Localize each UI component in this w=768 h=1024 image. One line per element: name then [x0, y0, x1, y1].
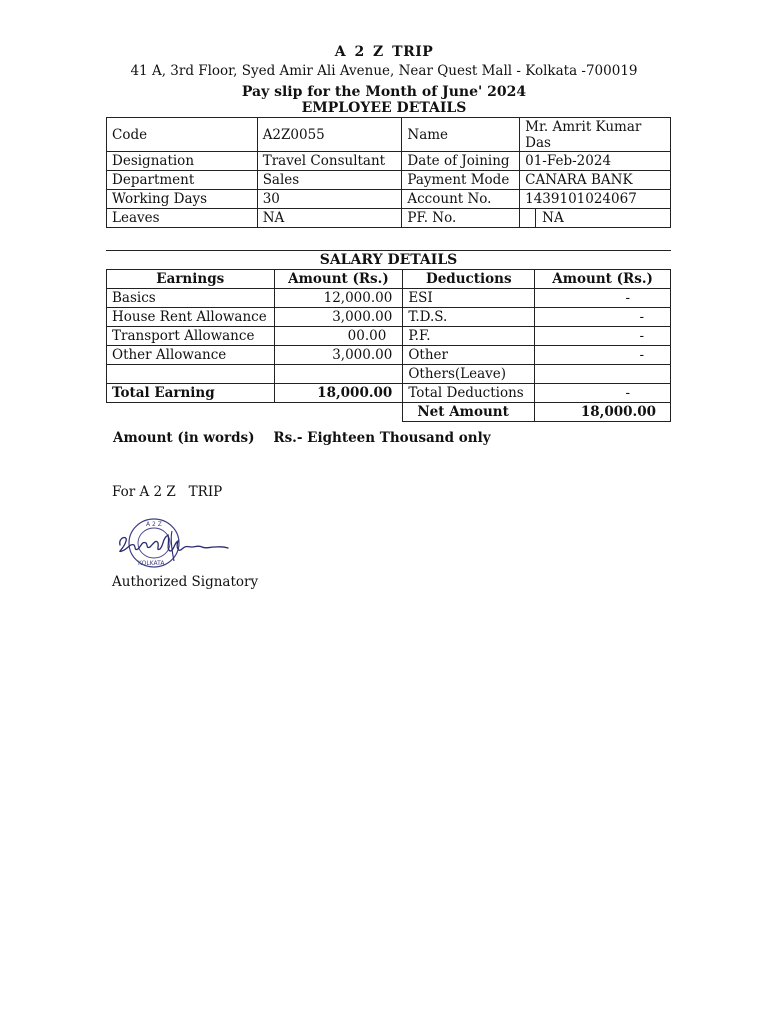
amount-in-words-label: Amount (in words) — [113, 430, 255, 446]
deduction-label: Other — [403, 346, 535, 365]
department-value: Sales — [257, 171, 402, 190]
earning-amount — [274, 365, 403, 384]
leaves-label: Leaves — [107, 209, 258, 228]
payslip-title: Pay slip for the Month of June' 2024 — [241, 84, 527, 100]
employee-details-table — [106, 117, 671, 228]
salary-details-heading: SALARY DETAILS — [319, 252, 458, 268]
company-name: A 2 Z TRIP — [334, 44, 434, 60]
table-row — [107, 289, 671, 308]
seal-top-text: A 2 Z — [146, 521, 162, 528]
amount-in-words-value: Rs.- Eighteen Thousand only — [273, 430, 491, 446]
table-row — [107, 171, 671, 190]
table-row — [107, 308, 671, 327]
deduction-amount: - — [535, 327, 671, 346]
deduction-amount: - — [535, 346, 671, 365]
earning-amount: 12,000.00 — [274, 289, 403, 308]
deduction-amount: - — [535, 308, 671, 327]
earning-label: Other Allowance — [107, 346, 275, 365]
table-header-row — [107, 270, 671, 289]
total-earning-value: 18,000.00 — [274, 384, 403, 403]
table-row — [107, 190, 671, 209]
name-value: Mr. Amrit Kumar Das — [520, 118, 671, 152]
deductions-amount-header: Amount (Rs.) — [535, 270, 671, 289]
pf-no-value: NA — [542, 210, 564, 226]
total-deductions-value: - — [535, 384, 671, 403]
deduction-label: T.D.S. — [403, 308, 535, 327]
department-label: Department — [107, 171, 258, 190]
earning-label: Transport Allowance — [107, 327, 275, 346]
for-company-line: For A 2 Z TRIP — [112, 484, 223, 500]
employee-details-heading: EMPLOYEE DETAILS — [301, 100, 467, 116]
earnings-header: Earnings — [107, 270, 275, 289]
table-row — [107, 403, 671, 422]
deduction-amount: - — [535, 289, 671, 308]
code-value: A2Z0055 — [257, 118, 402, 152]
earning-amount: 3,000.00 — [274, 346, 403, 365]
designation-value: Travel Consultant — [257, 152, 402, 171]
working-days-label: Working Days — [107, 190, 258, 209]
table-row — [107, 384, 671, 403]
net-amount-value: 18,000.00 — [535, 403, 671, 422]
amount-in-words — [113, 430, 491, 446]
net-amount-label: Net Amount — [403, 403, 535, 422]
seal-bottom-text: KOLKATA — [138, 560, 165, 567]
deduction-label: P.F. — [403, 327, 535, 346]
deduction-label: Others(Leave) — [403, 365, 535, 384]
authorized-signatory: Authorized Signatory — [112, 574, 259, 590]
salary-details-table — [106, 269, 671, 422]
deduction-amount — [535, 365, 671, 384]
designation-label: Designation — [107, 152, 258, 171]
total-earning-label: Total Earning — [107, 384, 275, 403]
signature-stroke — [120, 535, 228, 552]
empty-cell — [274, 403, 403, 422]
deductions-header: Deductions — [403, 270, 535, 289]
payment-mode-label: Payment Mode — [402, 171, 520, 190]
earnings-amount-header: Amount (Rs.) — [274, 270, 403, 289]
date-of-joining-label: Date of Joining — [402, 152, 520, 171]
earning-label — [107, 365, 275, 384]
signature-stamp-image — [112, 517, 242, 573]
table-row — [107, 346, 671, 365]
table-row — [107, 327, 671, 346]
account-no-value: 1439101024067 — [520, 190, 671, 209]
company-address: 41 A, 3rd Floor, Syed Amir Ali Avenue, Near Quest Mall - Kolkata -700019 — [130, 63, 638, 79]
account-no-label: Account No. — [402, 190, 520, 209]
earning-amount: 00.00 — [274, 327, 403, 346]
payment-mode-value: CANARA BANK — [520, 171, 671, 190]
working-days-value: 30 — [257, 190, 402, 209]
total-deductions-label: Total Deductions — [403, 384, 535, 403]
deduction-label: ESI — [403, 289, 535, 308]
pf-no-label: PF. No. — [402, 209, 520, 228]
date-of-joining-value: 01-Feb-2024 — [520, 152, 671, 171]
earning-label: Basics — [107, 289, 275, 308]
table-row — [107, 118, 671, 152]
pf-no-spacer — [520, 209, 536, 227]
table-row — [107, 152, 671, 171]
code-label: Code — [107, 118, 258, 152]
table-row — [107, 365, 671, 384]
section-divider — [106, 250, 671, 251]
empty-cell — [107, 403, 275, 422]
table-row — [107, 209, 671, 228]
signature-stroke — [171, 531, 174, 561]
pf-no-cell — [520, 209, 671, 228]
earning-amount: 3,000.00 — [274, 308, 403, 327]
leaves-value: NA — [257, 209, 402, 228]
earning-label: House Rent Allowance — [107, 308, 275, 327]
name-label: Name — [402, 118, 520, 152]
